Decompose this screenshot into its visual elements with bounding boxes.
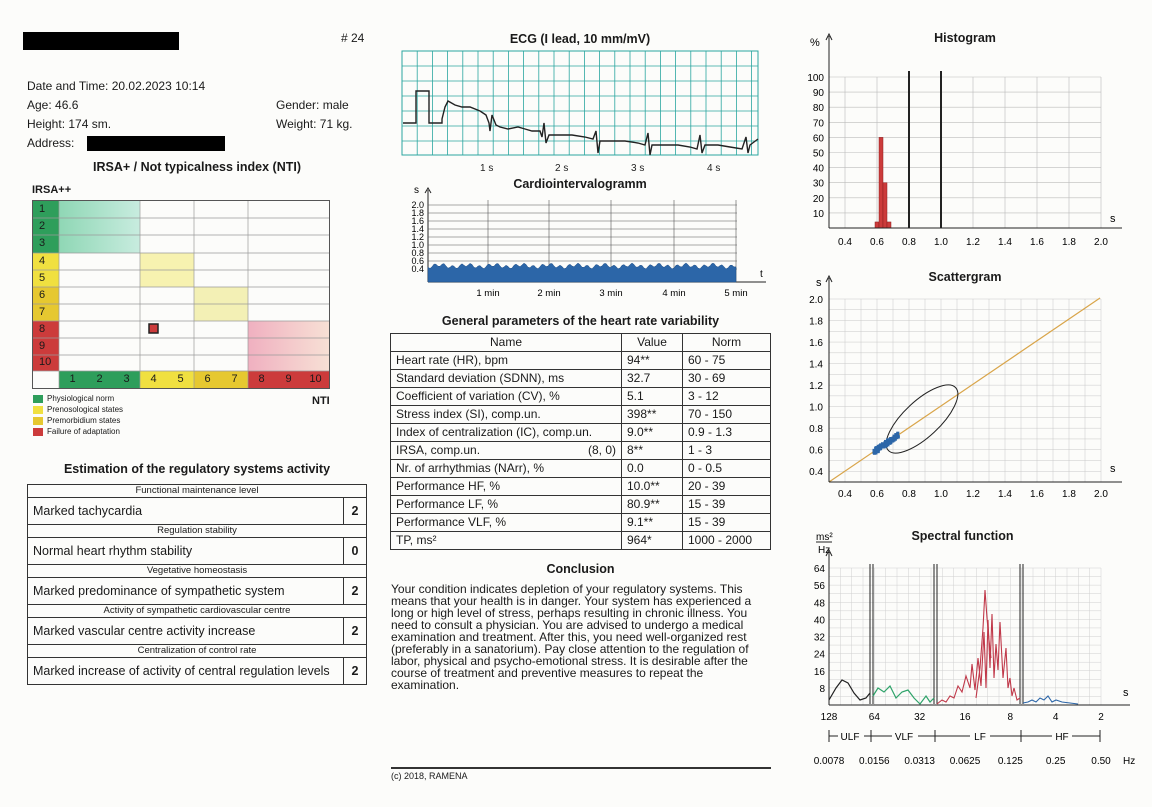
reg-label: Normal heart rhythm stability bbox=[33, 544, 193, 558]
spectral-hz-tick: 0.125 bbox=[997, 756, 1023, 767]
scatter-y-tick: 1.0 bbox=[809, 402, 823, 414]
param-norm: 70 - 150 bbox=[683, 406, 771, 424]
cardio-y-tick: 1.8 bbox=[411, 208, 424, 218]
cardio-y-tick: 1.0 bbox=[411, 240, 424, 250]
histogram-bar bbox=[883, 183, 887, 228]
legend-item bbox=[33, 426, 123, 437]
col-label: 10 bbox=[309, 373, 322, 385]
table-row bbox=[391, 352, 771, 370]
param-name: Stress index (SI), comp.un. bbox=[391, 406, 622, 424]
histogram-x-ticks bbox=[838, 237, 1108, 248]
table-row bbox=[391, 424, 771, 442]
zone-norm bbox=[59, 201, 140, 253]
table-row bbox=[391, 406, 771, 424]
scatter-y-unit: s bbox=[816, 277, 822, 289]
param-norm: 30 - 69 bbox=[683, 370, 771, 388]
irsa-col-labels bbox=[59, 373, 329, 385]
address-label: Address: bbox=[27, 136, 75, 150]
scatter-points bbox=[872, 432, 899, 455]
histogram-x-tick: 0.8 bbox=[902, 237, 916, 248]
footer-rule bbox=[391, 767, 771, 769]
table-row bbox=[391, 388, 771, 406]
histogram-y-tick: 90 bbox=[812, 88, 824, 100]
datetime: Date and Time: 20.02.2023 10:14 bbox=[27, 79, 206, 93]
ecg-tick: 3 s bbox=[631, 163, 645, 174]
cardio-title: Cardiointervalogramm bbox=[513, 177, 647, 191]
params-title: General parameters of the heart rate variability bbox=[441, 314, 720, 328]
legend-label: Failure of adaptation bbox=[47, 427, 120, 436]
row-label: 5 bbox=[39, 272, 46, 284]
table-row bbox=[391, 370, 771, 388]
spectral-hz-tick: 0.0078 bbox=[813, 756, 845, 767]
table-row bbox=[391, 514, 771, 532]
reg-section-header: Regulation stability bbox=[28, 525, 366, 538]
spectral-x-tick: 4 bbox=[1052, 712, 1059, 723]
param-name: IRSA, comp.un. (8, 0) bbox=[391, 442, 622, 460]
reg-value: 2 bbox=[343, 618, 366, 644]
param-value: 8** bbox=[622, 442, 683, 460]
reg-section-header: Functional maintenance level bbox=[28, 485, 366, 498]
param-value: 10.0** bbox=[622, 478, 683, 496]
spectral-hz-ticks bbox=[814, 756, 1111, 767]
param-name: Nr. of arrhythmias (NArr), % bbox=[391, 460, 622, 478]
scatter-x-tick: 1.2 bbox=[966, 489, 980, 500]
scatter-point bbox=[873, 449, 876, 452]
spectral-x-unit: s bbox=[1123, 687, 1129, 699]
histogram-chart bbox=[800, 30, 1130, 252]
spectral-y-unit-top: ms² bbox=[816, 532, 833, 543]
histogram-y-tick: 70 bbox=[812, 118, 824, 130]
cardio-y-tick: 1.4 bbox=[411, 224, 424, 234]
col-label: 4 bbox=[150, 373, 157, 385]
legend-swatch bbox=[33, 395, 43, 403]
spectral-y-tick: 64 bbox=[813, 564, 825, 575]
scatter-chart bbox=[800, 272, 1130, 502]
param-norm: 1000 - 2000 bbox=[683, 532, 771, 550]
cardio-x-tick: 3 min bbox=[599, 288, 623, 299]
param-name: Heart rate (HR), bpm bbox=[391, 352, 622, 370]
spectral-ulf bbox=[829, 680, 870, 700]
row-label: 1 bbox=[39, 203, 46, 215]
regulatory-table bbox=[27, 484, 367, 685]
scatter-point bbox=[892, 435, 895, 438]
param-name: Performance VLF, % bbox=[391, 514, 622, 532]
param-name: Coefficient of variation (CV), % bbox=[391, 388, 622, 406]
param-value: 5.1 bbox=[622, 388, 683, 406]
col-header: Value bbox=[622, 334, 683, 352]
spectral-y-tick: 48 bbox=[813, 598, 825, 610]
spectral-y-unit-bottom: Hz bbox=[818, 545, 831, 556]
histogram-y-tick: 80 bbox=[812, 103, 824, 115]
spectral-y-ticks bbox=[814, 564, 826, 695]
scatter-y-tick: 0.6 bbox=[809, 445, 823, 457]
histogram-grid bbox=[829, 77, 1101, 228]
param-norm: 60 - 75 bbox=[683, 352, 771, 370]
histogram-x-tick: 1.4 bbox=[998, 237, 1012, 248]
spectral-x-tick: 16 bbox=[959, 712, 971, 723]
spectral-hf bbox=[1023, 696, 1078, 704]
legend-label: Prenosological states bbox=[47, 405, 124, 414]
regulatory-title: Estimation of the regulatory systems activity bbox=[63, 462, 331, 476]
row-band-norm bbox=[33, 201, 59, 253]
spectral-x-tick: 64 bbox=[868, 712, 880, 723]
col-label: 9 bbox=[285, 373, 292, 385]
spectral-hz-tick: 0.25 bbox=[1045, 756, 1066, 767]
cardio-x-tick: 4 min bbox=[662, 288, 686, 299]
cardio-y-tick: 0.8 bbox=[411, 248, 424, 258]
col-label: 2 bbox=[96, 373, 103, 385]
cardio-t-unit: t bbox=[760, 269, 763, 280]
param-name: Performance HF, % bbox=[391, 478, 622, 496]
param-value: 964* bbox=[622, 532, 683, 550]
histogram-y-tick: 10 bbox=[812, 208, 824, 220]
cardio-y-tick: 0.6 bbox=[411, 256, 424, 266]
scatter-x-tick: 1.4 bbox=[998, 489, 1012, 500]
row-label: 3 bbox=[39, 237, 46, 249]
cardio-y-tick: 1.6 bbox=[411, 216, 424, 226]
scatter-x-tick: 2.0 bbox=[1094, 489, 1108, 500]
ecg-tick: 1 s bbox=[480, 163, 494, 174]
histogram-x-tick: 1.2 bbox=[966, 237, 980, 248]
spectral-hz-tick: 0.50 bbox=[1091, 756, 1111, 767]
reg-value: 2 bbox=[343, 578, 366, 604]
col-header: Name bbox=[391, 334, 622, 352]
spectral-title: Spectral function bbox=[911, 529, 1014, 543]
scatter-y-tick: 1.2 bbox=[809, 381, 823, 393]
col-label: 6 bbox=[204, 373, 211, 385]
scatter-x-unit: s bbox=[1110, 463, 1116, 475]
param-extra: (8, 0) bbox=[587, 443, 616, 457]
irsa-x-label: NTI bbox=[312, 395, 330, 407]
ecg-frame bbox=[402, 51, 758, 155]
cardio-y-tick: 0.4 bbox=[411, 264, 424, 274]
param-name: Performance LF, % bbox=[391, 496, 622, 514]
spectral-vlf bbox=[873, 686, 934, 704]
row-label: 7 bbox=[39, 306, 46, 318]
param-value: 94** bbox=[622, 352, 683, 370]
cardio-y-ticks bbox=[411, 200, 424, 274]
conclusion-text: Your condition indicates depletion of your regulatory systems. This means that your health is in danger. Your system has experienced a long or high level of stress, perhaps resulting in chronic illness. You need to consult a physician. You are advised to undergo a medical examination and treatment. After this, you need well-organized rest (preferably in a sanatorium). Pay close attention to the regulation of labor, physical and psycho-emotional stress. It is desirable after the course of treatment and preventive measures to repeat the examination. bbox=[391, 582, 752, 692]
histogram-y-tick: 100 bbox=[807, 73, 824, 84]
ecg-trace bbox=[403, 91, 758, 155]
param-norm: 15 - 39 bbox=[683, 514, 771, 532]
ecg-tick: 4 s bbox=[707, 163, 721, 174]
cardio-x-tick: 1 min bbox=[476, 288, 500, 299]
histogram-x-tick: 0.4 bbox=[838, 237, 852, 248]
band-label: ULF bbox=[840, 732, 860, 743]
scatter-x-tick: 1.6 bbox=[1030, 489, 1044, 500]
reg-row bbox=[28, 658, 366, 684]
row-label: 8 bbox=[39, 323, 46, 335]
histogram-x-tick: 2.0 bbox=[1094, 237, 1108, 248]
reg-label: Marked predominance of sympathetic system bbox=[33, 584, 285, 598]
histogram-y-tick: 60 bbox=[812, 133, 824, 145]
irsa-grid bbox=[32, 200, 330, 389]
ecg-tick: 2 s bbox=[555, 163, 569, 174]
cardio-y-tick: 1.2 bbox=[411, 232, 424, 242]
ecg-title: ECG (I lead, 10 mm/mV) bbox=[509, 32, 651, 46]
reg-section-header: Vegetative homeostasis bbox=[28, 565, 366, 578]
irsa-y-label: IRSA++ bbox=[32, 184, 72, 196]
param-value: 0.0 bbox=[622, 460, 683, 478]
param-value: 9.1** bbox=[622, 514, 683, 532]
legend-item bbox=[33, 393, 123, 404]
redacted-name bbox=[23, 32, 179, 50]
scatter-point bbox=[875, 446, 878, 449]
param-name: TP, ms² bbox=[391, 532, 622, 550]
histogram-title: Histogram bbox=[934, 31, 996, 45]
irsa-title: IRSA+ / Not typicalness index (NTI) bbox=[92, 160, 302, 174]
legend-item bbox=[33, 415, 123, 426]
histogram-y-tick: 30 bbox=[812, 178, 824, 190]
param-norm: 15 - 39 bbox=[683, 496, 771, 514]
scatter-axes bbox=[826, 276, 1122, 482]
scatter-x-ticks bbox=[838, 489, 1108, 500]
param-value: 9.0** bbox=[622, 424, 683, 442]
legend-swatch bbox=[33, 417, 43, 425]
col-label: 7 bbox=[231, 373, 238, 385]
col-label: 5 bbox=[177, 373, 184, 385]
histogram-y-ticks bbox=[807, 73, 824, 220]
reg-row bbox=[28, 578, 366, 605]
param-value: 32.7 bbox=[622, 370, 683, 388]
redacted-address bbox=[87, 136, 225, 151]
histogram-x-unit: s bbox=[1110, 213, 1116, 225]
scatter-y-tick: 1.4 bbox=[809, 359, 823, 371]
spectral-x-tick: 128 bbox=[820, 712, 838, 723]
col-label: 3 bbox=[123, 373, 130, 385]
reg-label: Marked increase of activity of central regulation levels bbox=[33, 664, 330, 678]
scatter-y-tick: 0.4 bbox=[809, 467, 823, 479]
scatter-y-tick: 1.6 bbox=[809, 338, 823, 350]
col-label: 1 bbox=[69, 373, 76, 385]
reg-section-header: Activity of sympathetic cardiovascular centre bbox=[28, 605, 366, 618]
spectral-chart bbox=[800, 528, 1140, 773]
cardio-x-ticks bbox=[476, 288, 747, 299]
histogram-y-tick: 40 bbox=[812, 163, 824, 175]
spectral-y-tick: 32 bbox=[813, 632, 825, 644]
spectral-x-tick: 32 bbox=[914, 712, 926, 723]
scatter-point bbox=[889, 438, 892, 441]
param-name: Standard deviation (SDNN), ms bbox=[391, 370, 622, 388]
row-label: 10 bbox=[39, 356, 52, 368]
ecg-ticks bbox=[480, 163, 720, 174]
param-value: 80.9** bbox=[622, 496, 683, 514]
band-label: LF bbox=[974, 732, 986, 743]
spectral-x-tick: 2 bbox=[1098, 712, 1104, 723]
scatter-y-ticks bbox=[809, 295, 823, 478]
zone-failure bbox=[248, 321, 329, 371]
scatter-x-tick: 1.0 bbox=[934, 489, 948, 500]
table-row bbox=[391, 532, 771, 550]
spectral-x-tick: 8 bbox=[1007, 712, 1014, 723]
spectral-hz-unit: Hz bbox=[1123, 756, 1136, 767]
irsa-grid-svg bbox=[33, 201, 329, 388]
cardio-y-tick: 2.0 bbox=[411, 200, 424, 210]
param-norm: 0 - 0.5 bbox=[683, 460, 771, 478]
gender: Gender: male bbox=[276, 98, 349, 112]
table-row bbox=[391, 496, 771, 514]
row-label: 2 bbox=[39, 220, 46, 232]
scatter-x-tick: 0.4 bbox=[838, 489, 852, 500]
legend-label: Premorbidium states bbox=[47, 416, 121, 425]
scatter-y-tick: 2.0 bbox=[809, 295, 823, 306]
param-norm: 20 - 39 bbox=[683, 478, 771, 496]
spectral-y-tick: 24 bbox=[813, 649, 825, 661]
histogram-y-tick: 50 bbox=[812, 148, 824, 160]
reg-label: Marked tachycardia bbox=[33, 504, 143, 518]
param-value: 398** bbox=[622, 406, 683, 424]
scatter-x-tick: 1.8 bbox=[1062, 489, 1076, 500]
identity-line bbox=[829, 298, 1100, 482]
col-label: 8 bbox=[258, 373, 265, 385]
cardio-trace bbox=[428, 263, 736, 282]
param-norm: 3 - 12 bbox=[683, 388, 771, 406]
reg-row bbox=[28, 538, 366, 565]
reg-row bbox=[28, 498, 366, 525]
histogram-x-tick: 1.0 bbox=[934, 237, 948, 248]
legend-item bbox=[33, 404, 123, 415]
spectral-y-tick: 56 bbox=[813, 581, 825, 593]
reg-label: Marked vascular centre activity increase bbox=[33, 624, 256, 638]
scatter-title: Scattergram bbox=[928, 270, 1002, 284]
row-label: 9 bbox=[39, 340, 46, 352]
cardio-x-tick: 5 min bbox=[724, 288, 748, 299]
histogram-bars bbox=[875, 71, 941, 228]
scatter-x-tick: 0.8 bbox=[902, 489, 916, 500]
scatter-point bbox=[881, 442, 884, 445]
param-norm: 0.9 - 1.3 bbox=[683, 424, 771, 442]
row-label: 6 bbox=[39, 289, 46, 301]
conclusion-title: Conclusion bbox=[546, 562, 615, 576]
params-table bbox=[390, 333, 771, 550]
ecg-grid bbox=[402, 51, 758, 155]
copyright: (c) 2018, RAMENA bbox=[391, 771, 468, 781]
param-norm: 1 - 3 bbox=[683, 442, 771, 460]
spectral-y-tick: 16 bbox=[813, 666, 825, 678]
reg-value: 2 bbox=[343, 498, 366, 524]
table-row bbox=[391, 478, 771, 496]
histogram-bar bbox=[879, 137, 883, 228]
band-label: VLF bbox=[894, 732, 914, 743]
spectral-hz-tick: 0.0313 bbox=[904, 756, 935, 767]
table-row bbox=[391, 460, 771, 478]
band-label: HF bbox=[1055, 732, 1069, 743]
histogram-y-tick: 20 bbox=[812, 193, 824, 205]
reg-value: 0 bbox=[343, 538, 366, 564]
irsa-legend bbox=[33, 393, 123, 437]
legend-swatch bbox=[33, 428, 43, 436]
irsa-marker bbox=[149, 324, 158, 333]
scatter-y-tick: 0.8 bbox=[809, 424, 823, 436]
spectral-x-ticks bbox=[821, 712, 1105, 723]
spectral-hz-tick: 0.0156 bbox=[859, 756, 890, 767]
spectral-y-tick: 8 bbox=[819, 683, 825, 695]
weight: Weight: 71 kg. bbox=[276, 117, 353, 131]
ecg-chart bbox=[400, 49, 760, 175]
histogram-bar bbox=[887, 222, 891, 228]
histogram-x-tick: 1.8 bbox=[1062, 237, 1076, 248]
param-name: Index of centralization (IC), comp.un. bbox=[391, 424, 622, 442]
histogram-x-tick: 0.6 bbox=[870, 237, 884, 248]
spectral-y-tick: 40 bbox=[813, 615, 825, 627]
histogram-x-tick: 1.6 bbox=[1030, 237, 1044, 248]
histogram-y-unit: % bbox=[810, 37, 820, 49]
reg-row bbox=[28, 618, 366, 645]
legend-label: Physiological norm bbox=[47, 394, 115, 403]
histogram-bar bbox=[875, 222, 879, 228]
row-label: 4 bbox=[39, 255, 46, 267]
legend-swatch bbox=[33, 406, 43, 414]
age: Age: 46.6 bbox=[27, 98, 79, 112]
cardio-chart bbox=[392, 186, 772, 302]
col-header: Norm bbox=[683, 334, 771, 352]
params-header-row bbox=[391, 334, 771, 352]
cardio-x-tick: 2 min bbox=[537, 288, 561, 299]
reg-section-header: Centralization of control rate bbox=[28, 645, 366, 658]
record-number: # 24 bbox=[341, 31, 365, 45]
cardio-y-unit: s bbox=[414, 186, 419, 196]
histogram-axes bbox=[826, 34, 1122, 228]
spectral-lf bbox=[937, 614, 1020, 704]
scatter-y-tick: 1.8 bbox=[809, 316, 823, 328]
reg-value: 2 bbox=[343, 658, 366, 684]
scatter-x-tick: 0.6 bbox=[870, 489, 884, 500]
table-row bbox=[391, 442, 771, 460]
spectral-hz-tick: 0.0625 bbox=[949, 756, 981, 767]
height: Height: 174 sm. bbox=[27, 117, 112, 131]
